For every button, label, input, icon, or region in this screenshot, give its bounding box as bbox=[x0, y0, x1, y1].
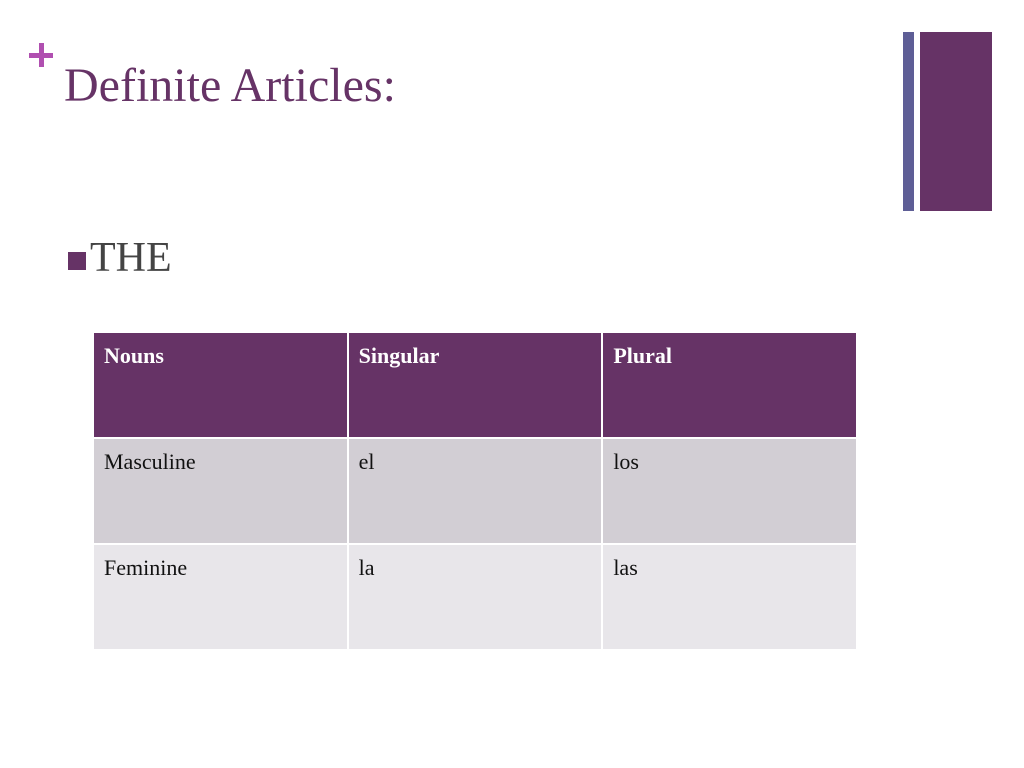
plus-icon bbox=[26, 40, 56, 70]
cell-plural-feminine: las bbox=[602, 544, 857, 650]
header-plural: Plural bbox=[602, 332, 857, 438]
cell-noun-feminine: Feminine bbox=[93, 544, 348, 650]
bullet-item bbox=[68, 236, 172, 280]
square-bullet-icon bbox=[68, 252, 86, 270]
table-header-row bbox=[93, 332, 857, 438]
slide-title: Definite Articles: bbox=[64, 59, 396, 112]
cell-plural-masculine: los bbox=[602, 438, 857, 544]
cell-singular-masculine: el bbox=[348, 438, 603, 544]
header-singular: Singular bbox=[348, 332, 603, 438]
bullet-text: THE bbox=[90, 235, 172, 281]
header-nouns: Nouns bbox=[93, 332, 348, 438]
articles-table bbox=[92, 331, 858, 651]
decorative-bar-wide bbox=[920, 32, 992, 211]
table-row bbox=[93, 438, 857, 544]
decorative-bar-thin bbox=[903, 32, 914, 211]
table-row bbox=[93, 544, 857, 650]
cell-singular-feminine: la bbox=[348, 544, 603, 650]
cell-noun-masculine: Masculine bbox=[93, 438, 348, 544]
